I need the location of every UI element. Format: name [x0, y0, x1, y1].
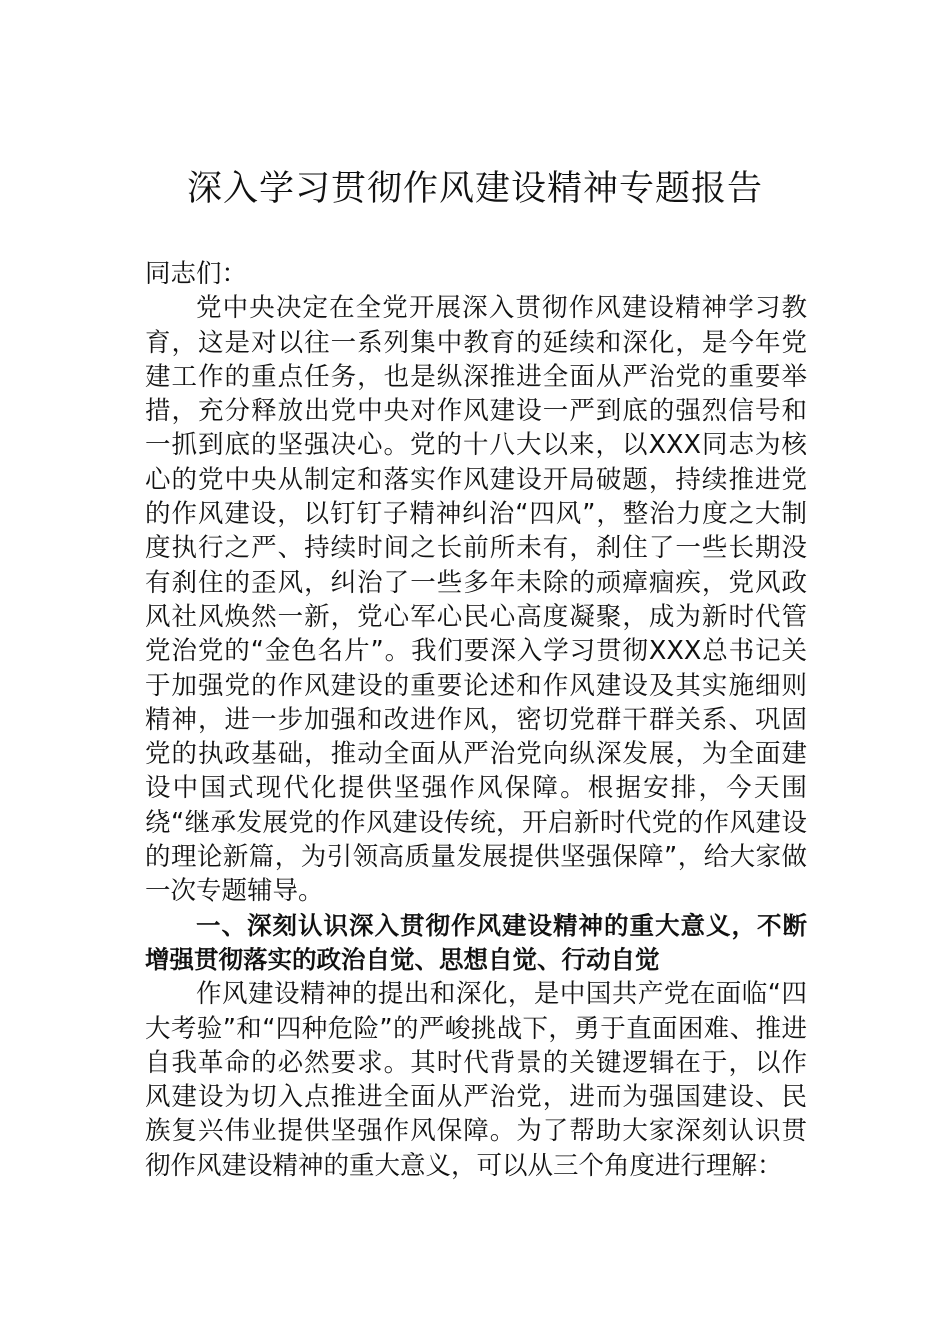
document-title: 深入学习贯彻作风建设精神专题报告	[186, 169, 763, 209]
salutation: 同志们：	[145, 259, 248, 289]
document-body	[145, 257, 807, 1183]
section-heading: 一、深刻认识深入贯彻作风建设精神的重大意义，不断增强贯彻落实的政治自觉、思想自觉、行动自觉	[145, 910, 807, 974]
intro-paragraph: 党中央决定在全党开展深入贯彻作风建设精神学习教育，这是对以往一系列集中教育的延续和深化，是今年党建工作的重点任务，也是纵深推进全面从严治党的重要举措，充分释放出党中央对作风建设一严到底的强烈信号和一抓到底的坚强决心。党的十八大以来，以XXX同志为核心的党中央从制定和落实作风建设开局破题，持续推进党的作风建设，以钉钉子精神纠治“四风”，整治力度之大制度执行之严、持续时间之长前所未有，刹住了一些长期没有刹住的歪风，纠治了一些多年未除的顽瘴痼疾，党风政风社风焕然一新，党心军心民心高度凝聚，成为新时代管党治党的“金色名片”。我们要深入学习贯彻XXX总书记关于加强党的作风建设的重要论述和作风建设及其实施细则精神，进一步加强和改进作风，密切党群干群关系、巩固党的执政基础，推动全面从严治党向纵深发展，为全面建设中国式现代化提供坚强作风保障。根据安排，今天围绕“继承发展党的作风建设传统，开启新时代党的作风建设的理论新篇，为引领高质量发展提供坚强保障”，给大家做一次专题辅导。	[145, 293, 807, 907]
section-paragraph: 作风建设精神的提出和深化，是中国共产党在面临“四大考验”和“四种危险”的严峻挑战下，勇于直面困难、推进自我革命的必然要求。其时代背景的关键逻辑在于，以作风建设为切入点推进全面从严治党，进而为强国建设、民族复兴伟业提供坚强作风保障。为了帮助大家深刻认识贯彻作风建设精神的重大意义，可以从三个角度进行理解：	[145, 979, 807, 1181]
